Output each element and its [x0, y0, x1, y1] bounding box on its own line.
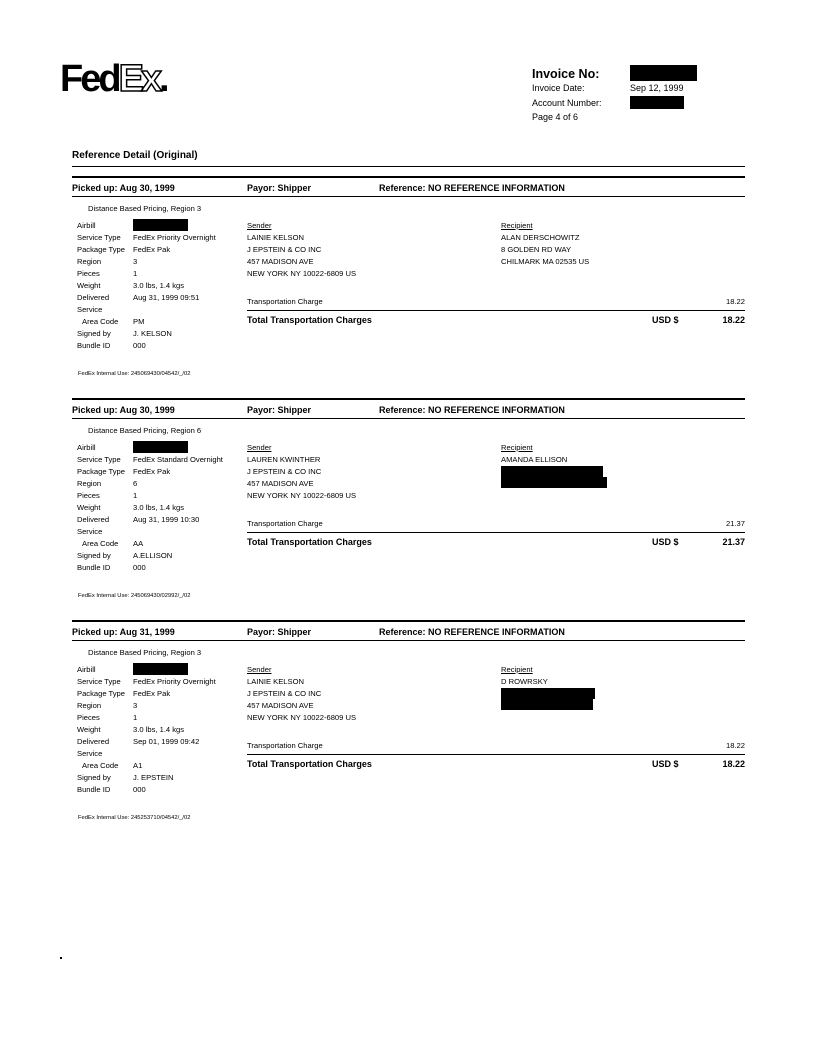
recipient-label: Recipient: [501, 221, 533, 230]
pieces-label: Pieces: [77, 713, 100, 722]
region-value: 3: [133, 257, 138, 266]
recipient-label: Recipient: [501, 443, 533, 452]
total-label: Total Transportation Charges: [247, 315, 372, 325]
delivered-value: Sep 01, 1999 09:42: [133, 737, 200, 746]
pieces-value: 1: [133, 491, 138, 500]
transportation-charge-value: 21.37: [725, 519, 745, 528]
delivered-value: Aug 31, 1999 09:51: [133, 293, 200, 302]
payor: Payor: Shipper: [247, 627, 312, 637]
service-type-value: FedEx Priority Overnight: [133, 677, 216, 686]
reference: Reference: NO REFERENCE INFORMATION: [379, 405, 565, 415]
delivered-label: Delivered: [77, 737, 110, 746]
signed-by-value: J. EPSTEIN: [133, 773, 174, 782]
sender-line: LAUREN KWINTHER: [247, 455, 321, 464]
bundle-id-label: Bundle ID: [77, 341, 111, 350]
stray-mark: [60, 957, 62, 959]
redacted-recipient-address: [501, 477, 607, 488]
total-value: 18.22: [722, 759, 745, 769]
redacted-invoice-number: [630, 65, 697, 81]
sender-line: 457 MADISON AVE: [247, 257, 314, 266]
airbill-label: Airbill: [77, 443, 96, 452]
bundle-id-value: 000: [133, 341, 146, 350]
transportation-charge-value: 18.22: [725, 741, 745, 750]
section-header-rule: [72, 196, 745, 197]
package-type-label: Package Type: [77, 467, 125, 476]
section-header-rule: [72, 640, 745, 641]
payor: Payor: Shipper: [247, 405, 312, 415]
weight-label: Weight: [77, 281, 101, 290]
currency-label: USD $: [652, 315, 679, 325]
package-type-value: FedEx Pak: [133, 689, 171, 698]
fedex-logo: [60, 60, 167, 98]
transportation-charge-label: Transportation Charge: [247, 741, 323, 750]
bundle-id-value: 000: [133, 785, 146, 794]
charges-rule: [247, 754, 745, 755]
weight-value: 3.0 lbs, 1.4 kgs: [133, 281, 185, 290]
sender-line: J EPSTEIN & CO INC: [247, 245, 322, 254]
reference: Reference: NO REFERENCE INFORMATION: [379, 627, 565, 637]
service-label: Service: [77, 305, 103, 314]
bundle-id-value: 000: [133, 563, 146, 572]
area-code-value: A1: [133, 761, 143, 770]
package-type-value: FedEx Pak: [133, 467, 171, 476]
sender-line: LAINIE KELSON: [247, 233, 304, 242]
redacted-airbill-number: [133, 441, 188, 453]
pieces-label: Pieces: [77, 269, 100, 278]
title-rule: [72, 166, 745, 167]
transportation-charge-label: Transportation Charge: [247, 519, 323, 528]
logo-ex: Ex: [118, 58, 160, 100]
sender-label: Sender: [247, 221, 272, 230]
pricing-note: Distance Based Pricing, Region 3: [88, 204, 202, 213]
region-label: Region: [77, 701, 102, 710]
payor: Payor: Shipper: [247, 183, 312, 193]
service-label: Service: [77, 749, 103, 758]
internal-use-note: FedEx Internal Use: 245069430/04542/_/02: [78, 371, 191, 377]
service-type-value: FedEx Standard Overnight: [133, 455, 223, 464]
recipient-line: CHILMARK MA 02535 US: [501, 257, 590, 266]
signed-by-label: Signed by: [77, 551, 111, 560]
recipient-line: AMANDA ELLISON: [501, 455, 568, 464]
area-code-value: AA: [133, 539, 144, 548]
redacted-recipient-address: [501, 699, 593, 710]
package-type-label: Package Type: [77, 245, 125, 254]
weight-label: Weight: [77, 503, 101, 512]
sender-line: NEW YORK NY 10022-6809 US: [247, 269, 357, 278]
logo-dot: .: [159, 58, 167, 100]
recipient-label: Recipient: [501, 665, 533, 674]
sender-line: NEW YORK NY 10022-6809 US: [247, 713, 357, 722]
signed-by-label: Signed by: [77, 329, 111, 338]
total-value: 21.37: [722, 537, 745, 547]
sender-label: Sender: [247, 665, 272, 674]
internal-use-note: FedEx Internal Use: 245253710/04542/_/02: [78, 815, 191, 821]
service-type-label: Service Type: [77, 677, 121, 686]
currency-label: USD $: [652, 759, 679, 769]
package-type-value: FedEx Pak: [133, 245, 171, 254]
weight-label: Weight: [77, 725, 101, 734]
service-label: Service: [77, 527, 103, 536]
page-title: Reference Detail (Original): [72, 150, 198, 161]
bundle-id-label: Bundle ID: [77, 563, 111, 572]
airbill-label: Airbill: [77, 665, 96, 674]
redacted-recipient-address: [501, 688, 595, 699]
region-label: Region: [77, 257, 102, 266]
service-type-label: Service Type: [77, 233, 121, 242]
signed-by-value: J. KELSON: [133, 329, 172, 338]
section-top-rule: [72, 398, 745, 400]
pieces-value: 1: [133, 269, 138, 278]
transportation-charge-label: Transportation Charge: [247, 297, 323, 306]
logo-fed: Fed: [60, 58, 119, 100]
section-top-rule: [72, 176, 745, 178]
reference: Reference: NO REFERENCE INFORMATION: [379, 183, 565, 193]
weight-value: 3.0 lbs, 1.4 kgs: [133, 725, 185, 734]
bundle-id-label: Bundle ID: [77, 785, 111, 794]
delivered-label: Delivered: [77, 293, 110, 302]
sender-line: LAINIE KELSON: [247, 677, 304, 686]
area-code-value: PM: [133, 317, 145, 326]
section-header-rule: [72, 418, 745, 419]
region-value: 6: [133, 479, 138, 488]
signed-by-label: Signed by: [77, 773, 111, 782]
area-code-label: Area Code: [82, 539, 119, 548]
total-label: Total Transportation Charges: [247, 759, 372, 769]
account-number-label: Account Number:: [532, 98, 602, 108]
service-type-label: Service Type: [77, 455, 121, 464]
package-type-label: Package Type: [77, 689, 125, 698]
region-value: 3: [133, 701, 138, 710]
redacted-recipient-address: [501, 466, 603, 477]
sender-line: J EPSTEIN & CO INC: [247, 467, 322, 476]
airbill-label: Airbill: [77, 221, 96, 230]
sender-label: Sender: [247, 443, 272, 452]
sender-line: 457 MADISON AVE: [247, 701, 314, 710]
invoice-date-label: Invoice Date:: [532, 83, 585, 93]
redacted-account-number: [630, 96, 684, 109]
pricing-note: Distance Based Pricing, Region 6: [88, 426, 202, 435]
sender-line: 457 MADISON AVE: [247, 479, 314, 488]
page-number: Page 4 of 6: [532, 112, 579, 122]
pricing-note: Distance Based Pricing, Region 3: [88, 648, 202, 657]
pieces-value: 1: [133, 713, 138, 722]
internal-use-note: FedEx Internal Use: 245069430/02992/_/02: [78, 593, 191, 599]
transportation-charge-value: 18.22: [725, 297, 745, 306]
picked-up-date: Picked up: Aug 30, 1999: [72, 183, 175, 193]
recipient-line: 8 GOLDEN RD WAY: [501, 245, 572, 254]
charges-rule: [247, 310, 745, 311]
total-value: 18.22: [722, 315, 745, 325]
charges-rule: [247, 532, 745, 533]
delivered-value: Aug 31, 1999 10:30: [133, 515, 200, 524]
invoice-no-label: Invoice No:: [532, 67, 600, 81]
recipient-line: D ROWRSKY: [501, 677, 548, 686]
service-type-value: FedEx Priority Overnight: [133, 233, 216, 242]
redacted-airbill-number: [133, 663, 188, 675]
redacted-airbill-number: [133, 219, 188, 231]
signed-by-value: A.ELLISON: [133, 551, 173, 560]
sender-line: J EPSTEIN & CO INC: [247, 689, 322, 698]
picked-up-date: Picked up: Aug 31, 1999: [72, 627, 175, 637]
recipient-line: ALAN DERSCHOWITZ: [501, 233, 580, 242]
total-label: Total Transportation Charges: [247, 537, 372, 547]
weight-value: 3.0 lbs, 1.4 kgs: [133, 503, 185, 512]
area-code-label: Area Code: [82, 761, 119, 770]
picked-up-date: Picked up: Aug 30, 1999: [72, 405, 175, 415]
delivered-label: Delivered: [77, 515, 110, 524]
currency-label: USD $: [652, 537, 679, 547]
pieces-label: Pieces: [77, 491, 100, 500]
region-label: Region: [77, 479, 102, 488]
sender-line: NEW YORK NY 10022-6809 US: [247, 491, 357, 500]
invoice-date-value: Sep 12, 1999: [630, 83, 684, 93]
section-top-rule: [72, 620, 745, 622]
area-code-label: Area Code: [82, 317, 119, 326]
